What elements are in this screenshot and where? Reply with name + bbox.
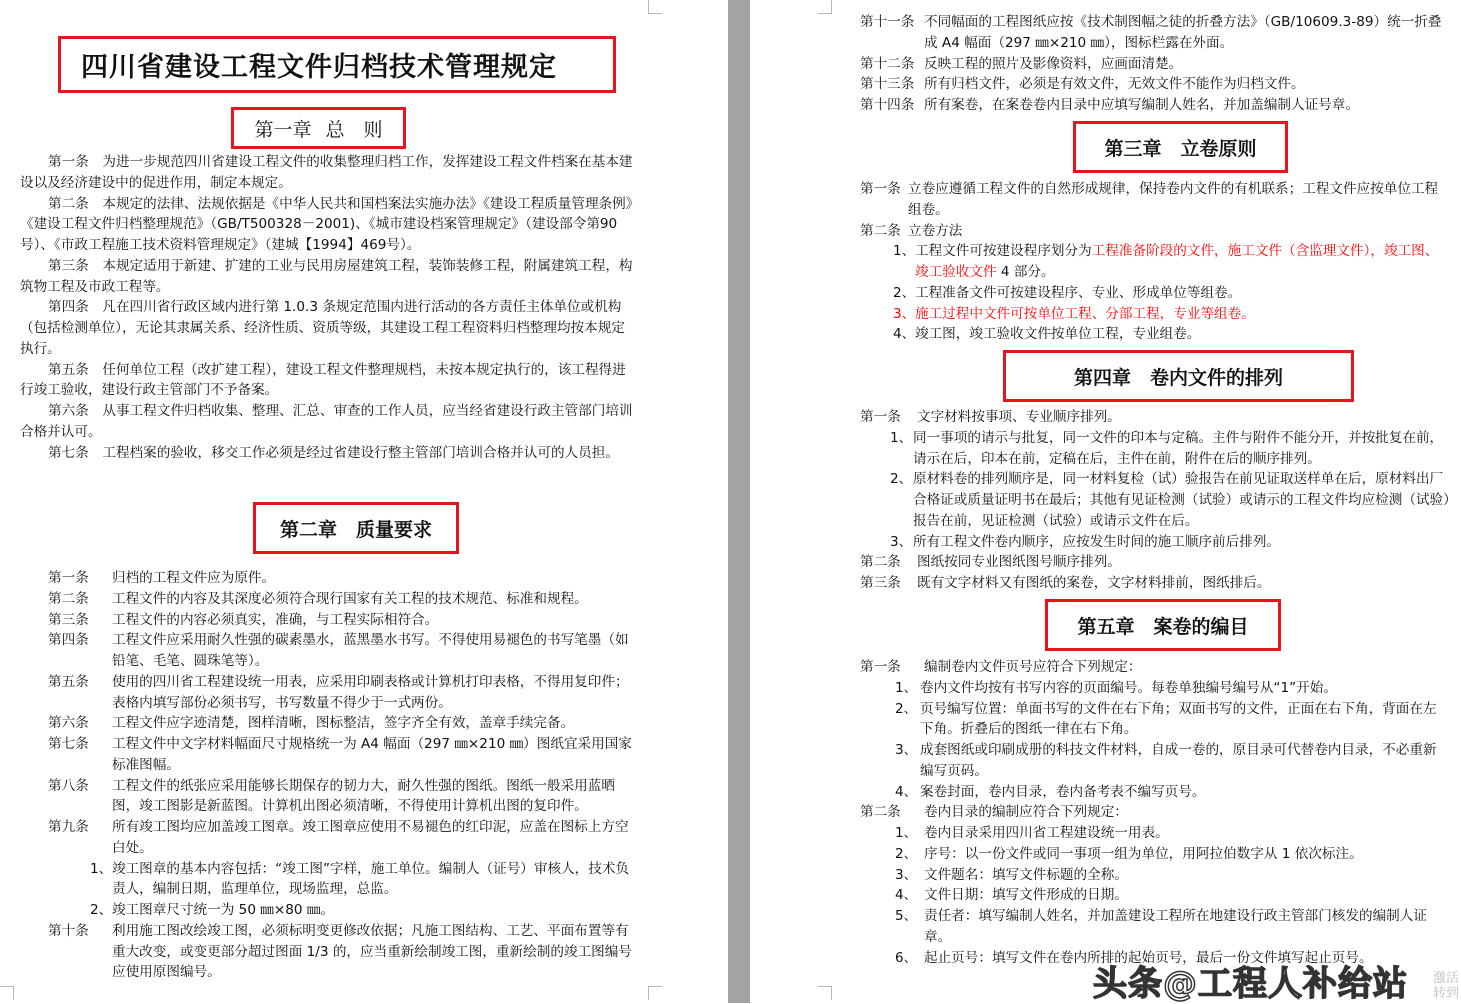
article-text: 编制卷内文件页号应符合下列规定： — [924, 659, 1142, 675]
chapter4-heading: 第四章 卷内文件的排列 — [1073, 366, 1283, 389]
document-page-left — [0, 0, 728, 1003]
list-item — [860, 324, 1450, 345]
page-corner-mark — [648, 986, 662, 1000]
article-label: 第二条 — [860, 554, 901, 571]
article — [860, 221, 1450, 242]
article — [860, 573, 1450, 594]
list-item-text — [915, 241, 1450, 283]
article-label: 第一条 — [48, 570, 89, 586]
list-item-label: 2、 — [890, 471, 913, 488]
article — [860, 95, 1450, 116]
article-label: 第二条 — [860, 804, 901, 821]
article — [48, 776, 638, 818]
list-item — [860, 906, 1450, 948]
list-item-text: 卷内文件均按有书写内容的页面编号。每卷单独编号编号从“1”开始。 — [920, 679, 1337, 696]
chapter2-heading: 第二章 质量要求 — [279, 518, 432, 541]
list-item-text: 起止页号：填写文件在卷内所排的起始页号，最后一份文件填写起止页号。 — [924, 949, 1373, 966]
page-gutter — [728, 0, 750, 1003]
list-item — [860, 782, 1450, 803]
article — [860, 179, 1450, 221]
sub-item — [48, 859, 638, 901]
list-item-number: 2、 — [893, 284, 916, 301]
list-item-text: 案卷封面，卷内目录，卷内备考表不编写页号。 — [920, 783, 1206, 800]
article-text: 图纸按同专业图纸图号顺序排列。 — [917, 554, 1121, 571]
article — [48, 610, 638, 631]
article-paragraph: 第四条 凡在四川省行政区域内进行第 1.0.3 条规定范围内进行活动的各方责任主体单位或机构（包括检测单位），无论其隶属关系、经济性质、资质等级，其建设工程工程资料归档整理均按本规定执行。 — [20, 299, 625, 357]
chapter1-heading-box — [231, 107, 406, 149]
list-item-label: 3、 — [890, 533, 913, 550]
article-text: 反映工程的照片及影像资料，应画面清楚。 — [924, 55, 1183, 72]
list-item-text: 成套图纸或印刷成册的科技文件材料，自成一卷的，原目录可代替卷内目录，不必重新编写页码。 — [920, 742, 1437, 779]
list-item-text: 竣工图，竣工验收文件按单位工程，专业组卷。 — [915, 326, 1201, 343]
article-label: 第三条 — [860, 575, 901, 591]
list-item-text: 卷内目录采用四川省工程建设统一用表。 — [924, 825, 1169, 841]
list-item — [860, 304, 1450, 325]
chapter2-heading-box — [253, 502, 459, 554]
chapter1-heading: 第一章 总 则 — [254, 118, 383, 141]
sub-item-label: 2、 — [90, 902, 113, 918]
list-item-label: 4、 — [895, 783, 918, 800]
document-page-right — [750, 0, 1461, 1003]
article-label: 第十一条 — [860, 14, 915, 30]
list-item-text: 页号编写位置：单面书写的文件在右下角；双面书写的文件，正面在右下角，背面在左下角。折叠后的图纸一律在右下角。 — [920, 700, 1437, 738]
chapter5-heading-box — [1045, 599, 1281, 651]
article-text: 所有案卷，在案卷卷内目录中应填写编制人姓名，并加盖编制人证号章。 — [924, 97, 1359, 113]
article-paragraph: 第五条 任何单位工程（改扩建工程），建设工程文件整理规档，未按本规定执行的，该工程得进行竣工验收，建设行政主管部门不予备案。 — [20, 361, 626, 399]
article-label: 第一条 — [860, 409, 901, 425]
document-title-box — [58, 36, 616, 93]
article — [860, 54, 1450, 75]
article-paragraph: 第二条 本规定的法律、法规依据是《中华人民共和国档案法实施办法》《建设工程质量管理条例》《建设工程文件归档整理规范》（GB/T500328－2001)、《城市建设档案管理规定》（建设部令第90号）、《市政工程施工技术资料管理规定》（建城【1994】469号）。 — [20, 195, 633, 253]
list-item-label: 1、 — [895, 825, 918, 841]
list-item-text: 所有工程文件卷内顺序，应按发生时间的施工顺序前后排列。 — [913, 533, 1281, 550]
article — [860, 552, 1450, 573]
list-item — [860, 678, 1450, 699]
article-label: 第一条 — [860, 181, 901, 197]
article-label: 第八条 — [48, 777, 89, 794]
list-item-text: 同一事项的请示与批复，同一文件的印本与定稿。主件与附件不能分开，并按批复在前，请示在后，印本在前，定稿在后，主件在前，附件在后的顺序排列。 — [913, 429, 1444, 467]
article-text: 使用的四川省工程建设统一用表，应采用印刷表格或计算机打印表格，不得用复印件；表格内填写部份必须书写，书写数量不得少于一式两份。 — [112, 673, 629, 711]
article-text: 归档的工程文件应为原件。 — [112, 570, 276, 586]
article — [48, 734, 638, 776]
list-item-text: 工程准备文件可按建设程序、专业、形成单位等组卷。 — [915, 284, 1242, 301]
list-item-label: 5、 — [895, 908, 918, 924]
list-item-text: 序号：以一份文件或同一事项一组为单位，用阿拉伯数字从 1 依次标注。 — [924, 845, 1363, 862]
article — [860, 12, 1450, 54]
sub-item-text: 竣工图章尺寸统一为 50 ㎜×80 ㎜。 — [112, 902, 335, 918]
article-label: 第二条 — [48, 590, 89, 607]
text-run: 工程文件可按建设程序划分为 — [915, 243, 1092, 260]
article — [48, 713, 638, 734]
chapter2-body — [48, 568, 638, 983]
list-item-number: 4、 — [893, 326, 916, 343]
article — [48, 672, 638, 714]
article-label: 第十二条 — [860, 55, 915, 72]
list-item-label: 1、 — [895, 679, 918, 696]
article-paragraph: 第一条 为进一步规范四川省建设工程文件的收集整理归档工作，发挥建设工程文件档案在基本建设以及经济建设中的促进作用，制定本规定。 — [20, 154, 633, 191]
list-item-text: 文件日期：填写文件形成的日期。 — [924, 887, 1128, 904]
list-item-label: 6、 — [895, 949, 918, 966]
list-item-label: 4、 — [895, 887, 918, 904]
right-top-articles — [860, 12, 1450, 116]
list-item-text: 文件题名：填写文件标题的全称。 — [924, 866, 1128, 883]
list-item-text: 责任者：填写编制人姓名，并加盖建设工程所在地建设行政主管部门核发的编制人证章。 — [924, 908, 1427, 945]
article-paragraph: 第七条 工程档案的验收，移交工作必须是经过省建设行整主管部门培训合格并认可的人员担。 — [48, 444, 619, 461]
highlighted-text: 工程准备阶段的文件，施工文件（含监理文件），竣工图、竣工验收文件 — [915, 243, 1439, 280]
chapter5-body — [860, 657, 1450, 968]
article-text: 不同幅面的工程图纸应按《技术制图幅之徒的折叠方法》（GB/10609.3-89）统一折叠成 A4 幅面（297 ㎜×210 ㎜），图标栏露在外面。 — [924, 14, 1442, 51]
article-label: 第九条 — [48, 819, 89, 835]
article-text: 工程文件的内容及其深度必须符合现行国家有关工程的技术规范、标准和规程。 — [112, 590, 588, 607]
list-item — [860, 241, 1450, 283]
list-item — [860, 532, 1450, 553]
list-item-label: 2、 — [895, 845, 918, 862]
list-item — [860, 740, 1450, 782]
article-paragraph: 第六条 从事工程文件归档收集、整理、汇总、审查的工作人员，应当经省建设行政主管部门培训合格并认可。 — [20, 403, 633, 440]
article-text: 工程文件的内容必须真实，准确，与工程实际相符合。 — [112, 611, 439, 628]
list-item — [860, 885, 1450, 906]
list-item — [860, 428, 1450, 470]
chapter5-heading: 第五章 案卷的编目 — [1077, 615, 1249, 638]
chapter4-body — [860, 407, 1450, 594]
chapter3-heading: 第三章 立卷原则 — [1104, 137, 1257, 160]
list-item-number: 1、 — [893, 243, 916, 260]
list-item — [860, 844, 1450, 865]
page-corner-mark — [648, 0, 662, 14]
list-item-text: 原材料卷的排列顺序是，同一材料复检（试）验报告在前见证取送样单在后，原材料出厂合格证或质量证明书在最后；其他有见证检测（试验）或请示的工程文件均应检测（试验）报告在前，见证检测（试验）或请示文件在后。 — [913, 471, 1450, 529]
article — [48, 630, 638, 672]
article-text: 工程文件应字迹清楚，图样清晰，图标整洁，签字齐全有效，盖章手续完备。 — [112, 715, 575, 732]
list-item-label: 2、 — [895, 700, 918, 717]
article-text: 工程文件应采用耐久性强的碳素墨水，蓝黑墨水书写。不得使用易褪色的书写笔墨（如铅笔、毛笔、圆珠笔等）。 — [112, 632, 629, 669]
article-label: 第七条 — [48, 736, 89, 752]
article-text: 卷内目录的编制应符合下列规定： — [924, 804, 1128, 821]
article-text: 工程文件的纸张应采用能够长期保存的韧力大，耐久性强的图纸。图纸一般采用蓝晒图，竣工图影是新蓝图。计算机出图必须清晰，不得使用计算机出图的复印件。 — [112, 777, 615, 815]
list-item-label: 1、 — [890, 429, 913, 446]
watermark: 头条@工程人补给站 — [1093, 964, 1408, 1004]
article — [48, 817, 638, 859]
article-text: 工程文件中文字材料幅面尺寸规格统一为 A4 幅面（297 ㎜×210 ㎜）图纸宜采用国家标准图幅。 — [112, 736, 632, 773]
page-corner-mark — [0, 986, 14, 1000]
article — [860, 407, 1450, 428]
chapter3-body — [860, 179, 1450, 345]
windows-activation-notice — [1433, 971, 1459, 1001]
article-label: 第一条 — [860, 659, 901, 675]
article-text: 所有竣工图均应加盖竣工图章。竣工图章应使用不易褪色的红印泥，应盖在图标上方空白处。 — [112, 819, 629, 856]
list-item — [860, 823, 1450, 844]
article-label: 第六条 — [48, 715, 89, 732]
article-label: 第三条 — [48, 611, 89, 628]
activation-line: 激活 — [1433, 971, 1460, 986]
chapter4-heading-box — [1003, 350, 1354, 402]
article — [860, 802, 1450, 823]
article — [48, 589, 638, 610]
article — [860, 74, 1450, 95]
list-item — [860, 699, 1450, 741]
document-title: 四川省建设工程文件归档技术管理规定 — [81, 52, 557, 83]
list-item-number: 3、 — [893, 305, 916, 322]
page-corner-mark — [818, 986, 832, 1000]
article-text: 所有归档文件，必须是有效文件，无效文件不能作为归档文件。 — [924, 76, 1305, 93]
text-run: 4 部分。 — [996, 264, 1055, 280]
chapter1-body — [20, 152, 638, 463]
article-text: 既有文字材料又有图纸的案卷，文字材料排前，图纸排后。 — [917, 575, 1271, 591]
article — [48, 921, 638, 983]
article-text: 立卷方法 — [908, 222, 963, 239]
article-label: 第五条 — [48, 673, 89, 690]
list-item-text: 施工过程中文件可按单位工程、分部工程，专业等组卷。 — [915, 305, 1255, 322]
list-item — [860, 865, 1450, 886]
list-item — [860, 283, 1450, 304]
article-label: 第二条 — [860, 222, 901, 239]
article-label: 第十四条 — [860, 97, 915, 113]
list-item-label: 3、 — [895, 742, 918, 758]
article-text: 利用施工图改绘竣工图，必须标明变更修改依据；凡施工图结构、工艺、平面布置等有重大改变，或变更部分超过图面 1/3 的，应当重新绘制竣工图，重新绘制的竣工图编号应使用原图编号。 — [112, 922, 632, 981]
page-corner-mark — [818, 0, 832, 14]
article-label: 第十三条 — [860, 76, 915, 93]
sub-item-label: 1、 — [90, 860, 113, 877]
article — [860, 657, 1450, 678]
article — [48, 568, 638, 589]
sub-item-text: 竣工图章的基本内容包括：“竣工图”字样，施工单位。编制人（证号）审核人，技术负责人，编制日期，监理单位，现场监理，总监。 — [112, 860, 630, 898]
list-item — [860, 469, 1450, 531]
article-text: 文字材料按事项、专业顺序排列。 — [917, 409, 1121, 425]
article-text: 立卷应遵循工程文件的自然形成规律，保持卷内文件的有机联系；工程文件应按单位工程组卷。 — [908, 181, 1439, 218]
list-item-label: 3、 — [895, 866, 918, 883]
chapter3-heading-box — [1073, 121, 1288, 173]
article-label: 第十条 — [48, 922, 89, 939]
activation-line: 转到 — [1433, 986, 1460, 1001]
article-paragraph: 第三条 本规定适用于新建、扩建的工业与民用房屋建筑工程，装饰装修工程，附属建筑工程，构筑物工程及市政工程等。 — [20, 257, 633, 295]
article-label: 第四条 — [48, 632, 89, 649]
sub-item — [48, 900, 638, 921]
